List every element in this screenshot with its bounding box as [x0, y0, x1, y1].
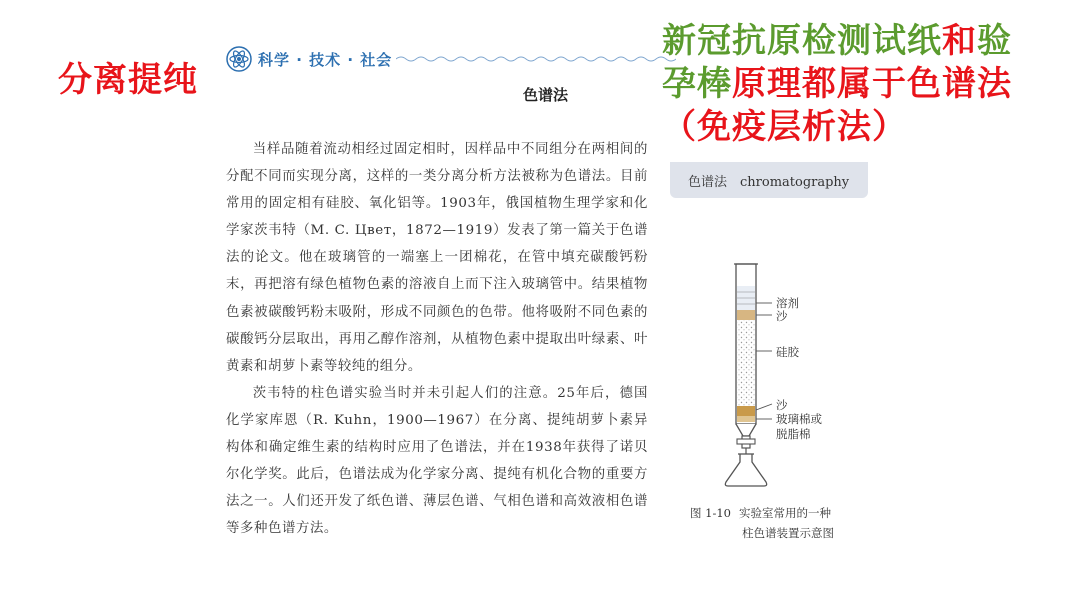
term-box — [670, 162, 868, 198]
label-solvent: 溶剂 — [776, 296, 799, 310]
callout-part-1: 新冠抗原检测试纸 — [662, 21, 942, 61]
column-chromatography-diagram — [690, 256, 890, 496]
body-text — [226, 136, 648, 542]
figure-number: 图 1-10 — [690, 506, 731, 520]
paragraph-2: 茨韦特的柱色谱实验当时并未引起人们的注意。25年后，德国化学家库恩（R. Kuhn，1900—1967）在分离、提纯胡萝卜素异构体和确定维生素的结构时应用了色谱法，并在1938年获得了诺贝尔化学奖。此后，色谱法成为化学家分离、提纯有机化合物的重要方法之一。人们还开发了纸色谱、薄层色谱、气相色谱和高效液相色谱等多种色谱方法。 — [226, 385, 648, 537]
banner-label: 科学 · 技术 · 社会 — [258, 50, 393, 69]
callout-part-3: 验孕棒 — [662, 21, 1012, 104]
atom-logo-icon — [226, 46, 252, 72]
callout-part-2: 和 — [942, 21, 977, 61]
label-glass-wool-1: 玻璃棉或 — [776, 412, 822, 426]
slide-title: 分离提纯 — [58, 60, 198, 100]
sts-banner — [226, 46, 676, 72]
wavy-divider — [396, 54, 676, 64]
callout-note — [662, 20, 1042, 149]
label-glass-wool-2: 脱脂棉 — [776, 427, 811, 441]
caption-line-2: 柱色谱装置示意图 — [742, 526, 834, 540]
paragraph-1: 当样品随着流动相经过固定相时，因样品中不同组分在两相间的分配不同而实现分离，这样的一类分离分析方法被称为色谱法。目前常用的固定相有硅胶、氧化铝等。1903年，俄国植物生理学家和化学家茨韦特（M. C. Цвет，1872—1919）发表了第一篇关于色谱法的论文。他在玻璃管的一端塞上一团棉花，在管中填充碳酸钙粉末，再把溶有绿色植物色素的溶液自上而下注入玻璃管中。结果植物色素被碳酸钙粉末吸附，形成不同颜色的色带。他将吸附不同色素的碳酸钙分层取出，再用乙醇作溶剂，从植物色素中提取出叶绿素、叶黄素和胡萝卜素等较纯的组分。 — [226, 142, 648, 374]
label-silica: 硅胶 — [776, 345, 799, 359]
caption-line-1: 实验室常用的一种 — [739, 506, 831, 520]
label-sand-bottom: 沙 — [776, 398, 788, 412]
figure-caption — [690, 503, 890, 543]
label-sand-top: 沙 — [776, 309, 788, 323]
section-heading: 色谱法 — [523, 86, 569, 104]
callout-part-4: 原理都属于色谱法（免疫层析法） — [662, 64, 1012, 147]
term-label: 色谱法 chromatography — [688, 174, 850, 190]
